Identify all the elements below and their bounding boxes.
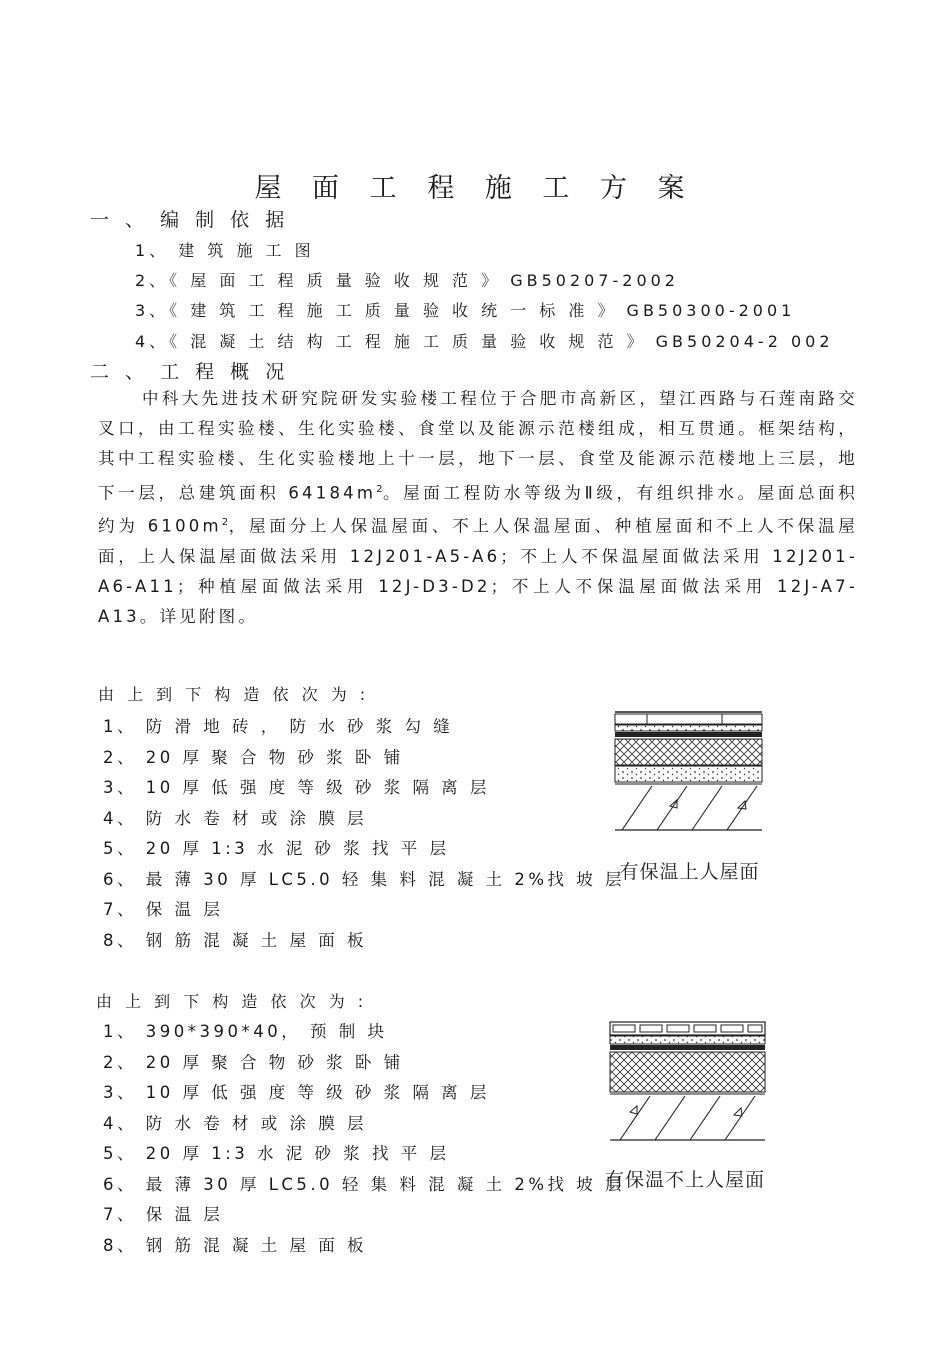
document-title: 屋 面 工 程 施 工 方 案 xyxy=(254,173,696,204)
construction-sequence-heading: 由 上 到 下 构 造 依 次 为 : xyxy=(98,685,370,704)
reference-item: 3、《 建 筑 工 程 施 工 质 量 验 收 统 一 标 准 》 GB50300-2001 xyxy=(135,301,796,320)
project-overview-paragraph: 中科大先进技术研究院研发实验楼工程位于合肥市高新区，望江西路与石莲南路交叉口，由工程实验楼、生化实验楼、食堂以及能源示范楼组成，相互贯通。框架结构，其中工程实验楼、生化实验楼地上十一层，地下一层、食堂及能源示范楼地上三层，地下一层，总建筑面积 $64184m^2$。屋面工程防水等级为Ⅱ级，有组织排水。屋面总面积约为 $6100m^2$，屋面分上人保温屋面、不上人保温屋面、种植屋面和不上人不保温屋面，上人保温屋面做法采用 12J201-A5-A6；不上人不保温屋面做法采用 12J201-A6-A11；种植屋面做法采用 12J-D3-D2；不上人不保温屋面做法采用 12J-A7-A13。详见附图。 xyxy=(98,389,858,627)
roof-section-figure-accessible xyxy=(612,710,767,884)
roof-section-drawing xyxy=(612,710,767,835)
layer-item: 7、 保 温 层 xyxy=(103,1205,224,1224)
reference-item: 4、《 混 凝 土 结 构 工 程 施 工 质 量 验 收 规 范 》 GB50204-2 002 xyxy=(135,332,834,351)
section-heading-basis: 一 、 编 制 依 据 xyxy=(90,209,290,231)
reference-item: 2、《 屋 面 工 程 质 量 验 收 规 范 》 GB50207-2002 xyxy=(135,271,679,290)
layer-item: 5、 20 厚 1:3 水 泥 砂 浆 找 平 层 xyxy=(103,839,450,858)
layer-item: 6、 最 薄 30 厚 LC5.0 轻 集 料 混 凝 土 2%找 坡 层 xyxy=(103,869,626,889)
layer-item: 1、 防 滑 地 砖 ， 防 水 砂 浆 勾 缝 xyxy=(103,717,454,736)
layer-item: 1、 390*390*40， 预 制 块 xyxy=(103,1022,388,1041)
layer-item: 2、 20 厚 聚 合 物 砂 浆 卧 铺 xyxy=(103,1052,404,1072)
roof-section-drawing xyxy=(600,1020,770,1145)
section-heading-overview: 二 、 工 程 概 况 xyxy=(90,361,290,383)
layer-list-accessible-roof xyxy=(103,713,625,957)
figure-caption: 有保温上人屋面 xyxy=(619,861,760,883)
layer-item: 3、 10 厚 低 强 度 等 级 砂 浆 隔 离 层 xyxy=(103,1083,490,1102)
layer-item: 8、 钢 筋 混 凝 土 屋 面 板 xyxy=(103,930,367,950)
layer-item: 2、 20 厚 聚 合 物 砂 浆 卧 铺 xyxy=(103,747,404,767)
layer-list-non-accessible-roof xyxy=(103,1018,625,1262)
layer-item: 4、 防 水 卷 材 或 涂 膜 层 xyxy=(103,1113,367,1133)
layer-item: 4、 防 水 卷 材 或 涂 膜 层 xyxy=(103,808,367,828)
figure-caption: 有保温不上人屋面 xyxy=(604,1169,765,1191)
layer-item: 6、 最 薄 30 厚 LC5.0 轻 集 料 混 凝 土 2%找 坡 层 xyxy=(103,1174,626,1194)
layer-item: 7、 保 温 层 xyxy=(103,900,224,919)
layer-item: 8、 钢 筋 混 凝 土 屋 面 板 xyxy=(103,1235,367,1255)
roof-section-figure-non-accessible xyxy=(600,1020,770,1192)
construction-sequence-heading: 由 上 到 下 构 造 依 次 为 : xyxy=(96,992,368,1011)
layer-item: 3、 10 厚 低 强 度 等 级 砂 浆 隔 离 层 xyxy=(103,778,490,797)
layer-item: 5、 20 厚 1:3 水 泥 砂 浆 找 平 层 xyxy=(103,1144,450,1163)
reference-item: 1、 建 筑 施 工 图 xyxy=(135,241,315,260)
